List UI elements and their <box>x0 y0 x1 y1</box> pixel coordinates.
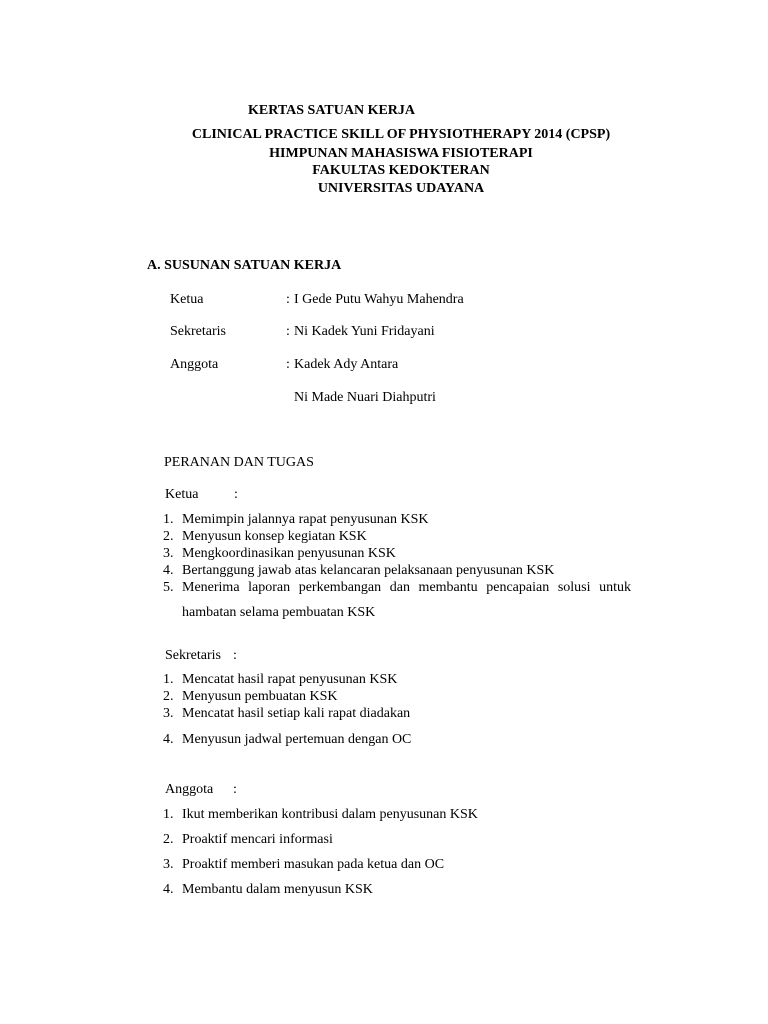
list-item: Ikut memberikan kontribusi dalam penyusunan KSK <box>182 807 478 822</box>
list-item: Menerima laporan perkembangan dan membantu pencapaian solusi untuk <box>182 580 631 595</box>
list-item: Bertanggung jawab atas kelancaran pelaksanaan penyusunan KSK <box>182 563 555 578</box>
member-name-anggota-2: Ni Made Nuari Diahputri <box>294 390 436 405</box>
list-item: Proaktif mencari informasi <box>182 832 333 847</box>
member-name-ketua: I Gede Putu Wahyu Mahendra <box>294 292 464 307</box>
list-number: 1. <box>163 672 174 687</box>
member-role-sekretaris: Sekretaris <box>170 324 226 339</box>
list-number: 3. <box>163 546 174 561</box>
list-item: Menyusun jadwal pertemuan dengan OC <box>182 732 412 747</box>
university-name: UNIVERSITAS UDAYANA <box>317 181 485 196</box>
list-item: Mencatat hasil rapat penyusunan KSK <box>182 672 398 687</box>
list-item: Menyusun konsep kegiatan KSK <box>182 529 367 544</box>
list-number: 2. <box>163 529 174 544</box>
member-colon: : <box>286 324 290 339</box>
list-number: 1. <box>163 512 174 527</box>
faculty-name: FAKULTAS KEDOKTERAN <box>312 163 490 178</box>
sekretaris-label: Sekretaris <box>165 648 221 663</box>
event-name: CLINICAL PRACTICE SKILL OF PHYSIOTHERAPY 2014 (CPSP) <box>191 127 611 142</box>
document-title: KERTAS SATUAN KERJA <box>248 103 416 118</box>
list-number: 4. <box>163 882 174 897</box>
section-a-title: A. SUSUNAN SATUAN KERJA <box>147 258 342 273</box>
list-number: 3. <box>163 706 174 721</box>
list-item: Memimpin jalannya rapat penyusunan KSK <box>182 512 429 527</box>
anggota-colon: : <box>233 782 237 797</box>
list-item: Menyusun pembuatan KSK <box>182 689 338 704</box>
member-colon: : <box>286 292 290 307</box>
member-colon: : <box>286 357 290 372</box>
member-name-anggota-1: Kadek Ady Antara <box>294 357 399 372</box>
list-number: 2. <box>163 832 174 847</box>
member-role-ketua: Ketua <box>170 292 204 307</box>
roles-title: PERANAN DAN TUGAS <box>164 455 314 470</box>
organization-name: HIMPUNAN MAHASISWA FISIOTERAPI <box>269 146 533 161</box>
ketua-colon: : <box>234 487 238 502</box>
list-number: 2. <box>163 689 174 704</box>
list-number: 1. <box>163 807 174 822</box>
list-number: 5. <box>163 580 174 595</box>
list-number: 4. <box>163 732 174 747</box>
sekretaris-colon: : <box>233 648 237 663</box>
list-item: Mencatat hasil setiap kali rapat diadakan <box>182 706 411 721</box>
member-name-sekretaris: Ni Kadek Yuni Fridayani <box>294 324 435 339</box>
list-item: Proaktif memberi masukan pada ketua dan OC <box>182 857 445 872</box>
ketua-label: Ketua <box>165 487 199 502</box>
anggota-label: Anggota <box>165 782 214 797</box>
member-role-anggota: Anggota <box>170 357 219 372</box>
list-item-continuation: hambatan selama pembuatan KSK <box>182 605 376 620</box>
list-item: Mengkoordinasikan penyusunan KSK <box>182 546 396 561</box>
list-number: 4. <box>163 563 174 578</box>
list-number: 3. <box>163 857 174 872</box>
list-item: Membantu dalam menyusun KSK <box>182 882 373 897</box>
